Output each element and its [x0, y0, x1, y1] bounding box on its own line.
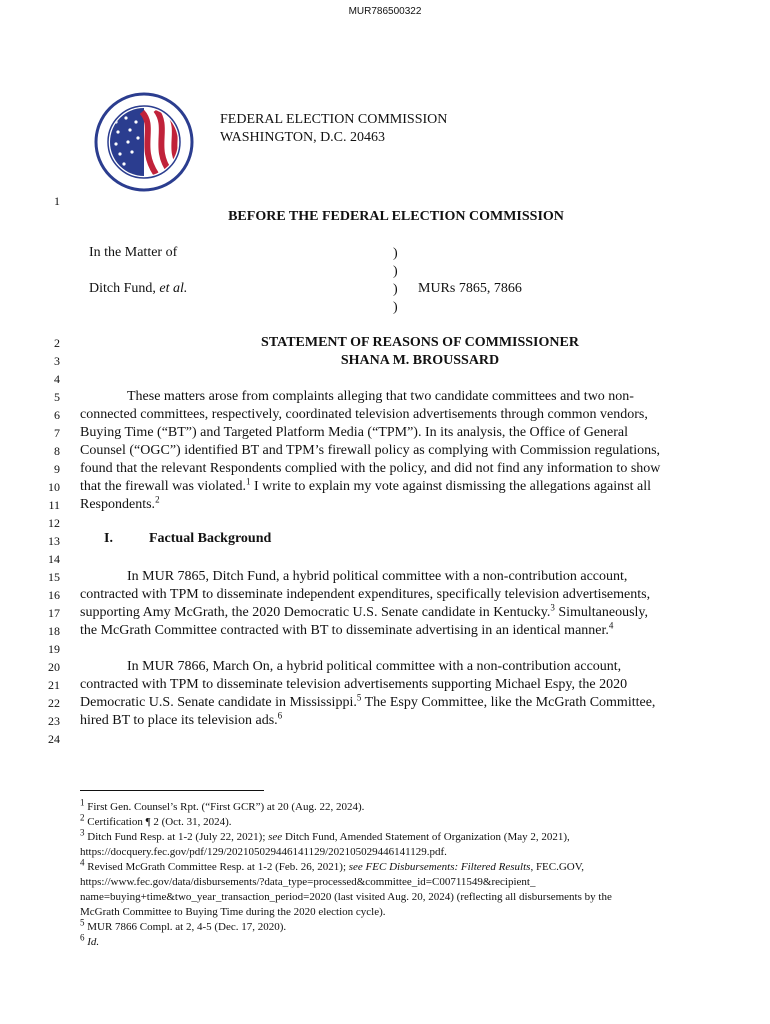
body-text: that the firewall was violated. [80, 479, 246, 494]
line-number: 13 [48, 534, 60, 548]
body-text: The Espy Committee, like the McGrath Committee, [361, 695, 656, 710]
respondent-party: Ditch Fund, [89, 281, 156, 296]
body-text: I write to explain my vote against dismissing the allegations against all [250, 479, 651, 494]
line-number: 4 [54, 372, 60, 386]
mur-numbers: MURs 7865, 7866 [418, 281, 522, 296]
line-number: 20 [48, 660, 60, 674]
agency-address [220, 111, 447, 147]
footnote-text: , FEC.GOV, [530, 861, 585, 873]
body-line: Counsel (“OGC”) identified BT and TPM’s firewall policy as complying with Commission regulations, [80, 443, 661, 458]
section-title: Factual Background [149, 531, 272, 546]
body-line: contracted with TPM to disseminate independent expenditures, specifically television advertisements, [80, 587, 651, 602]
body-line: Buying Time (“BT”) and Targeted Platform Media (“TPM”). In its analysis, the Office of General [80, 425, 629, 440]
body-line [80, 478, 710, 496]
line-number: 19 [48, 642, 60, 656]
body-text: supporting Amy McGrath, the 2020 Democratic U.S. Senate candidate in Kentucky. [80, 605, 551, 620]
line-number: 3 [54, 354, 60, 368]
footnote-text: Revised McGrath Committee Resp. at 1-2 (Feb. 26, 2021); [84, 861, 349, 873]
line-number: 22 [48, 696, 60, 710]
line-number: 6 [54, 408, 60, 422]
line-number: 16 [48, 588, 60, 602]
statement-title-line: STATEMENT OF REASONS OF COMMISSIONER [261, 335, 579, 350]
footnote-number: 4 [80, 857, 85, 868]
footnote-5 [80, 917, 720, 935]
in-the-matter-of: In the Matter of [89, 245, 178, 260]
footnote-text: MUR 7866 Compl. at 2, 4-5 (Dec. 17, 2020). [84, 921, 287, 933]
footnote-ref[interactable]: 5 [356, 692, 362, 703]
statement-author: SHANA M. BROUSSARD [340, 353, 500, 368]
line-number: 7 [54, 426, 60, 440]
caption-paren: ) [393, 300, 398, 315]
line-number: 10 [48, 480, 60, 494]
body-text: the McGrath Committee contracted with BT to disseminate advertising in an identical manner. [80, 623, 609, 638]
footnote-ref[interactable]: 6 [277, 710, 283, 721]
section-heading [104, 531, 272, 547]
agency-city: WASHINGTON, D.C. 20463 [220, 130, 386, 145]
footnote-ref[interactable]: 1 [246, 476, 251, 487]
body-line: connected committees, respectively, coordinated television advertisements through common vendors, [80, 407, 648, 422]
body-text: Democratic U.S. Senate candidate in Mississippi. [80, 695, 357, 710]
footnote-text: Ditch Fund Resp. at 1-2 (July 22, 2021); [84, 831, 269, 843]
line-number: 2 [54, 336, 60, 350]
footnote-text: Certification ¶ 2 (Oct. 31, 2024). [84, 816, 232, 828]
footnote-ref[interactable]: 3 [550, 602, 555, 613]
footnote-6 [80, 932, 720, 950]
footnote-4 [80, 857, 720, 875]
footnote-number: 3 [80, 827, 85, 838]
line-number: 14 [48, 552, 60, 566]
footnote-ref[interactable]: 4 [608, 620, 614, 631]
body-line [80, 604, 710, 622]
footnote-3 [80, 827, 720, 845]
body-line [80, 622, 710, 640]
agency-name: FEDERAL ELECTION COMMISSION [220, 112, 448, 127]
footnote-number: 1 [80, 797, 85, 808]
footnote-divider [80, 790, 264, 791]
footnote-1 [80, 797, 720, 815]
body-text: Simultaneously, [554, 605, 649, 620]
caption-title: BEFORE THE FEDERAL ELECTION COMMISSION [228, 209, 564, 224]
body-line [80, 496, 710, 514]
body-line: These matters arose from complaints alleging that two candidate committees and two non- [127, 389, 634, 404]
footnote-ref[interactable]: 2 [155, 494, 160, 505]
caption-paren: ) [393, 246, 398, 261]
line-number: 8 [54, 444, 60, 458]
respondent-etal: et al. [159, 281, 188, 296]
statement-title [80, 334, 760, 370]
caption-paren: ) [393, 282, 398, 297]
document-id: MUR786500322 [348, 6, 422, 17]
body-line [80, 712, 710, 730]
footnote-number: 6 [80, 932, 85, 943]
line-number: 15 [48, 570, 60, 584]
respondent-name [89, 281, 187, 297]
footnote-signal: see [268, 831, 283, 843]
caption-paren: ) [393, 264, 398, 279]
line-number: 12 [48, 516, 60, 530]
line-number: 5 [54, 390, 60, 404]
section-numeral: I. [104, 531, 113, 546]
footnote-link[interactable]: https://www.fec.gov/data/disbursements/?data_type=processed&committee_id=C00711549&recipient_ [80, 876, 536, 888]
body-line: In MUR 7865, Ditch Fund, a hybrid political committee with a non-contribution account, [127, 569, 628, 584]
footnote-signal: see FEC Disbursements: Filtered Results [348, 861, 531, 873]
line-number: 9 [54, 462, 60, 476]
footnote-text: Ditch Fund, Amended Statement of Organization (May 2, 2021), [282, 831, 570, 843]
footnote-text: First Gen. Counsel’s Rpt. (“First GCR”) at 20 (Aug. 22, 2024). [84, 801, 365, 813]
line-number: 1 [54, 194, 60, 208]
footnote-text: Id. [87, 936, 100, 948]
fec-seal-icon [94, 92, 194, 192]
line-number: 21 [48, 678, 60, 692]
footnote-link[interactable]: https://docquery.fec.gov/pdf/129/202105029446141129/202105029446141129.pdf. [80, 846, 447, 858]
body-text: hired BT to place its television ads. [80, 713, 278, 728]
line-number: 11 [48, 498, 60, 512]
footnote-number: 5 [80, 917, 85, 928]
footnote-text: name=buying+time&two_year_transaction_period=2020 (last visited Aug. 20, 2024) (reflecting all disbursements by the [80, 891, 612, 903]
body-line: contracted with TPM to disseminate television advertisements supporting Michael Espy, the 2020 [80, 677, 628, 692]
line-number: 24 [48, 732, 60, 746]
footnote-number: 2 [80, 812, 85, 823]
footnote-2 [80, 812, 720, 830]
body-text: Respondents. [80, 497, 156, 512]
body-line [80, 694, 710, 712]
body-line: found that the relevant Respondents complied with the policy, and did not find any information to show [80, 461, 661, 476]
footnote-text: McGrath Committee to Buying Time during the 2020 election cycle). [80, 906, 386, 918]
line-number: 23 [48, 714, 60, 728]
line-number: 17 [48, 606, 60, 620]
line-number: 18 [48, 624, 60, 638]
body-line: In MUR 7866, March On, a hybrid political committee with a non-contribution account, [127, 659, 622, 674]
